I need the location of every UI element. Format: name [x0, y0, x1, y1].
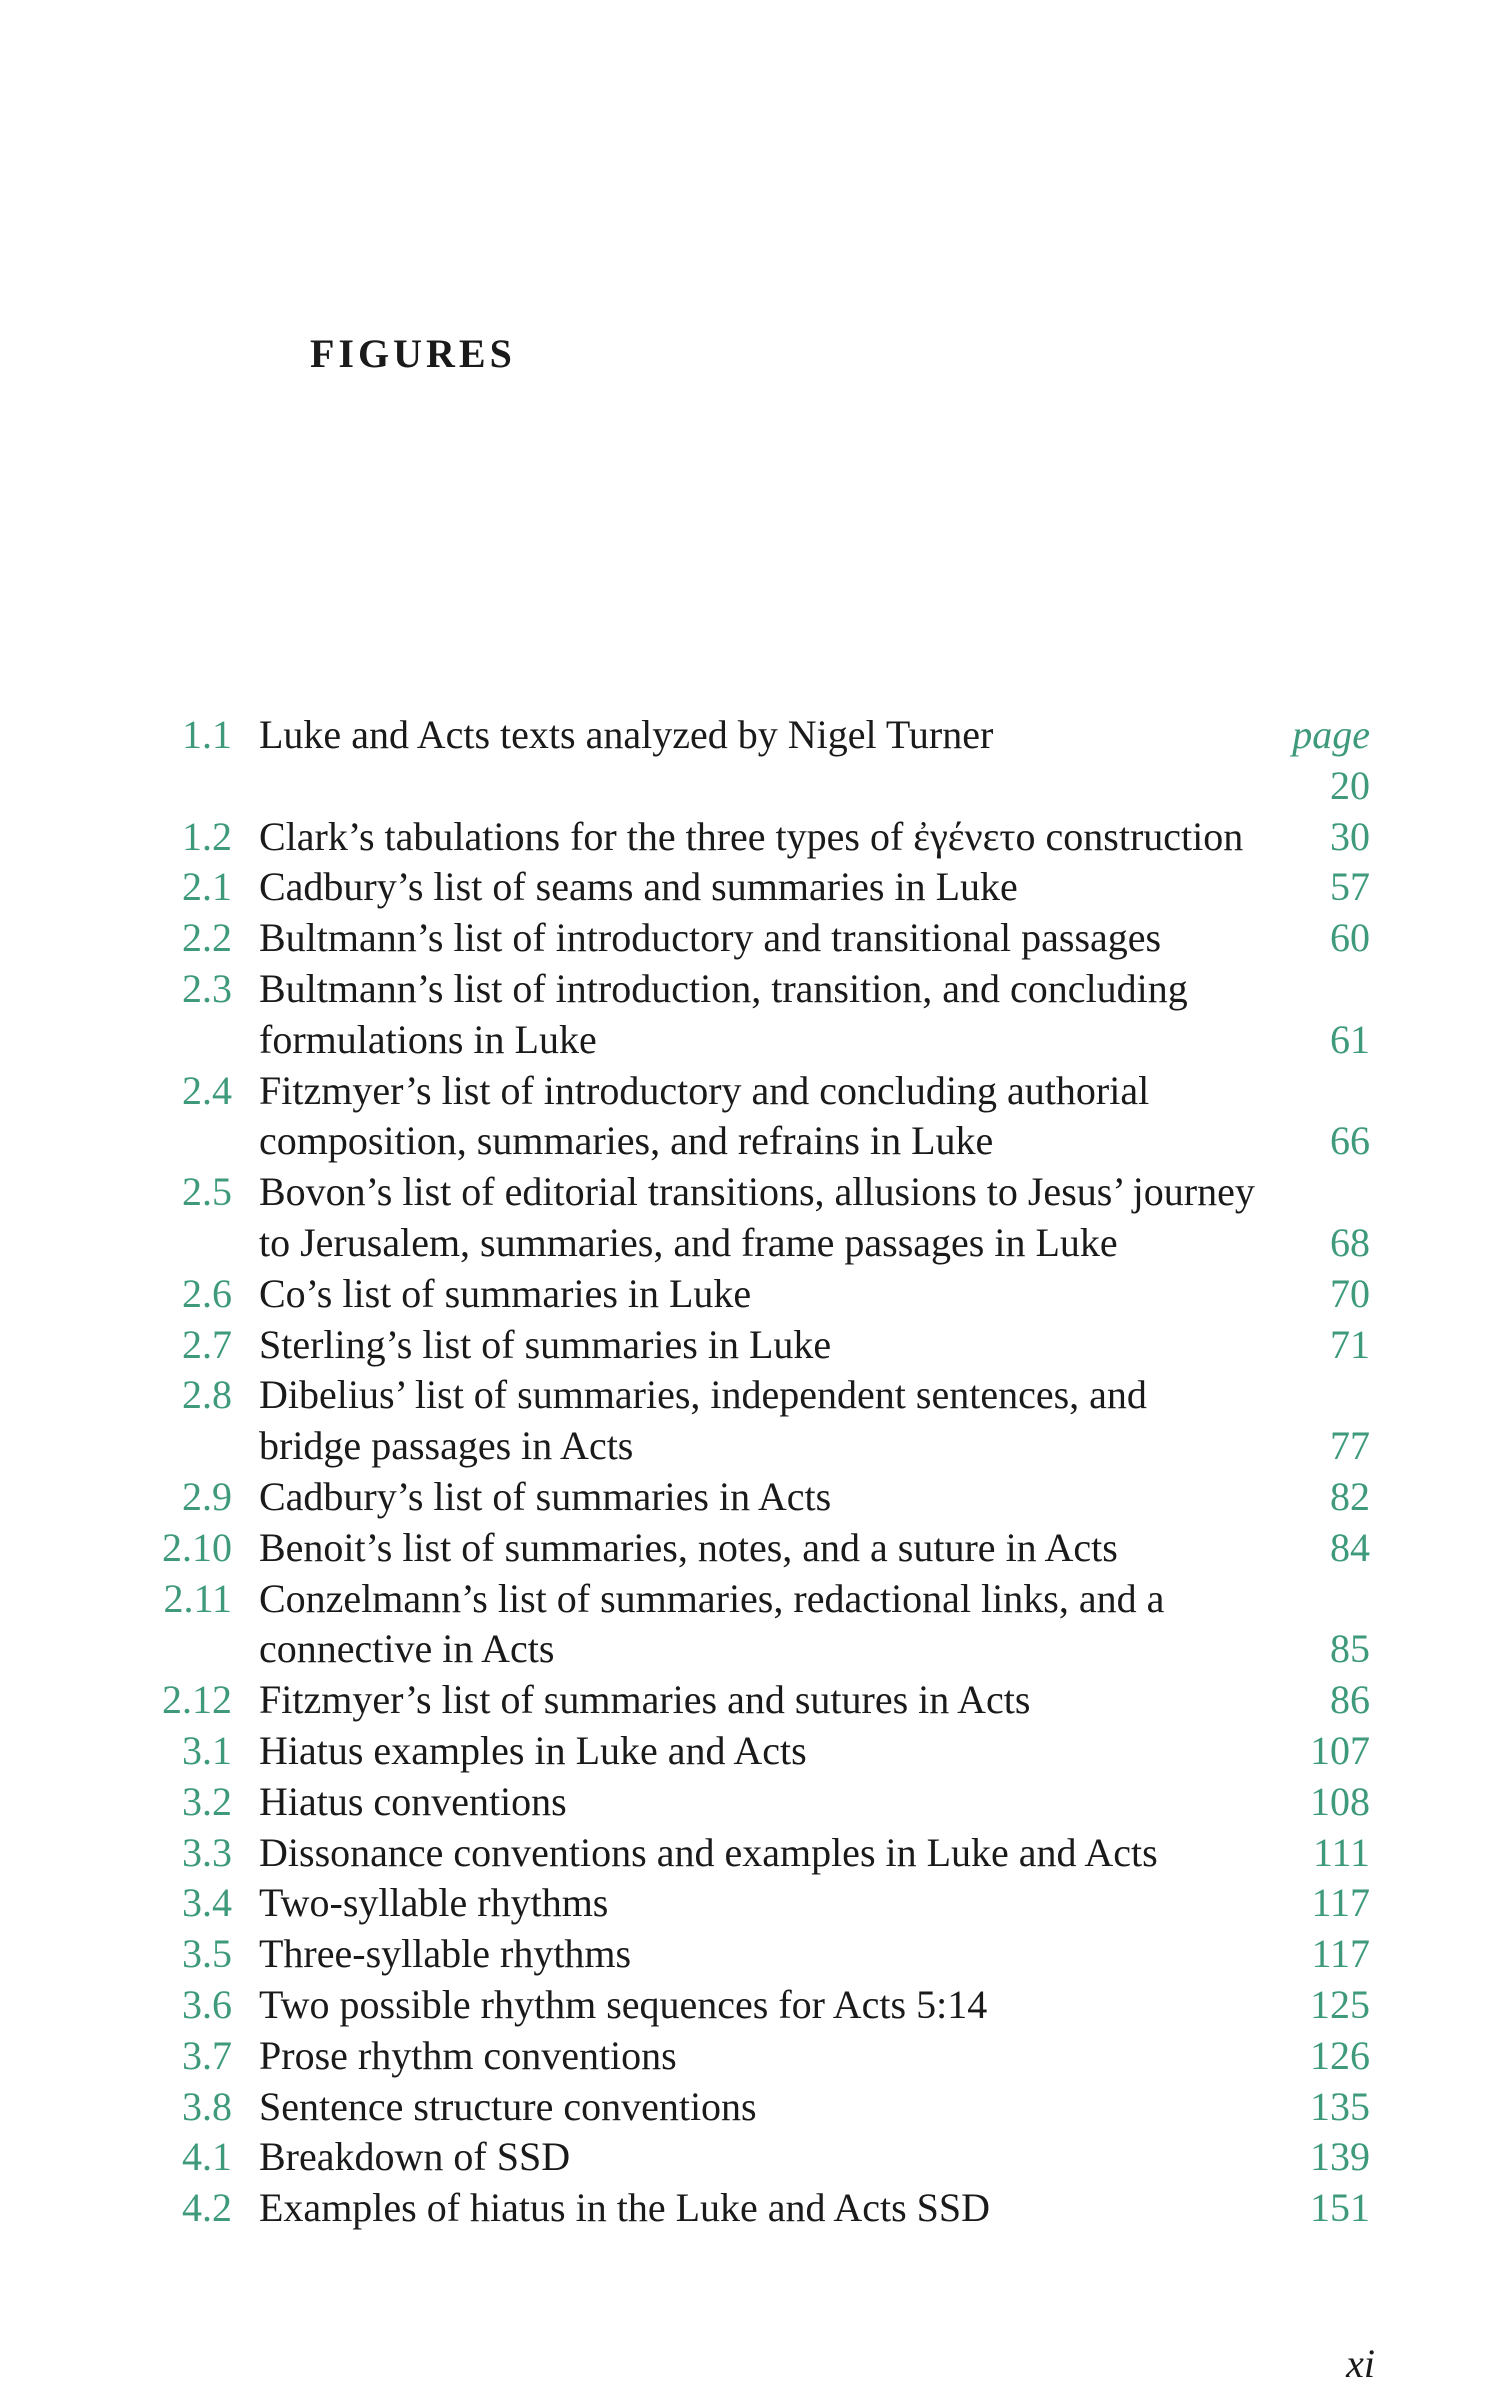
figure-title: Cadbury’s list of summaries in Acts [259, 1473, 832, 1519]
figure-title: Fitzmyer’s list of introductory and concluding authorial composition, summaries, and refrains in Luke [259, 1067, 1150, 1164]
figure-entry [150, 1523, 1370, 1574]
figure-title: Hiatus examples in Luke and Acts [259, 1727, 807, 1773]
figure-page-number: 126 [1310, 2032, 1370, 2078]
figure-entry [150, 812, 1370, 863]
figure-number: 2.3 [182, 965, 232, 1011]
figures-list [150, 710, 1370, 2234]
figure-page-number: 82 [1330, 1473, 1370, 1519]
figure-number: 2.2 [182, 915, 232, 961]
figure-title: Examples of hiatus in the Luke and Acts SSD [259, 2185, 991, 2231]
figure-title: Co’s list of summaries in Luke [259, 1270, 752, 1316]
figure-number: 3.3 [182, 1829, 232, 1875]
figure-entry [150, 1726, 1370, 1777]
figure-number: 3.1 [182, 1727, 232, 1773]
figure-page-number: 86 [1330, 1677, 1370, 1723]
figure-title: Two-syllable rhythms [259, 1880, 609, 1926]
figure-page-number: 84 [1330, 1524, 1370, 1570]
figure-title: Clark’s tabulations for the three types of ἐγένετο construction [259, 813, 1244, 859]
figure-page-number: 57 [1330, 864, 1370, 910]
figure-number: 3.8 [182, 2083, 232, 2129]
figure-title: Conzelmann’s list of summaries, redactional links, and a connective in Acts [259, 1575, 1165, 1672]
figure-entry [150, 1066, 1370, 1168]
figure-number: 2.8 [182, 1372, 232, 1418]
page-title: FIGURES [310, 331, 516, 376]
figure-entry [150, 913, 1370, 964]
figure-number: 2.12 [162, 1677, 232, 1723]
figure-number: 1.2 [182, 813, 232, 859]
page-number: xi [1346, 2341, 1375, 2386]
figure-title: Luke and Acts texts analyzed by Nigel Turner [259, 712, 994, 757]
figure-title: Prose rhythm conventions [259, 2032, 677, 2078]
figure-title: Dibelius’ list of summaries, independent sentences, and bridge passages in Acts [259, 1372, 1147, 1469]
figure-number: 2.1 [182, 864, 232, 910]
figure-entry [150, 2031, 1370, 2082]
figure-page-number: 66 [1330, 1118, 1370, 1164]
figure-number: 3.6 [182, 1981, 232, 2027]
figure-page-number: 139 [1310, 2134, 1370, 2180]
page-prefix: page [1292, 712, 1370, 757]
figure-title: Breakdown of SSD [259, 2134, 571, 2180]
figure-number: 2.11 [163, 1575, 232, 1621]
figure-page-number [1259, 710, 1370, 812]
figure-number: 4.2 [182, 2185, 232, 2231]
figure-entry [150, 1320, 1370, 1371]
figure-number: 2.5 [182, 1169, 232, 1215]
figure-number: 2.9 [182, 1473, 232, 1519]
figure-number: 3.2 [182, 1778, 232, 1824]
figure-title: Bultmann’s list of introduction, transition, and concluding formulations in Luke [259, 965, 1188, 1062]
figure-page-number: 70 [1330, 1270, 1370, 1316]
figure-title: Benoit’s list of summaries, notes, and a suture in Acts [259, 1524, 1118, 1570]
figure-page-number: 117 [1311, 1880, 1370, 1926]
figure-entry [150, 2132, 1370, 2183]
figure-number: 3.5 [182, 1931, 232, 1977]
figure-number: 2.6 [182, 1270, 232, 1316]
figure-entry [150, 964, 1370, 1066]
figure-entry [150, 1167, 1370, 1269]
figure-entry [150, 1878, 1370, 1929]
figure-title: Two possible rhythm sequences for Acts 5:14 [259, 1981, 988, 2027]
figure-entry [150, 862, 1370, 913]
figure-title: Three-syllable rhythms [259, 1931, 632, 1977]
figure-number: 4.1 [182, 2134, 232, 2180]
figure-number: 3.4 [182, 1880, 232, 1926]
figure-number: 2.7 [182, 1321, 232, 1367]
figure-title: Fitzmyer’s list of summaries and sutures in Acts [259, 1677, 1031, 1723]
figure-number: 1.1 [182, 712, 232, 757]
figure-page-number: 117 [1311, 1931, 1370, 1977]
figure-title: Sentence structure conventions [259, 2083, 757, 2129]
figure-page-number: 85 [1330, 1626, 1370, 1672]
figure-title: Sterling’s list of summaries in Luke [259, 1321, 832, 1367]
figure-page-number: 125 [1310, 1981, 1370, 2027]
figure-page-number: 61 [1330, 1016, 1370, 1062]
figure-title: Cadbury’s list of seams and summaries in Luke [259, 864, 1018, 910]
figure-entry [150, 1828, 1370, 1879]
figure-entry [150, 1980, 1370, 2031]
figure-number: 3.7 [182, 2032, 232, 2078]
figure-page-number: 108 [1310, 1778, 1370, 1824]
figure-page-number: 30 [1330, 813, 1370, 859]
figure-entry [150, 1269, 1370, 1320]
figure-entry [150, 1472, 1370, 1523]
figure-title: Bovon’s list of editorial transitions, allusions to Jesus’ journey to Jerusalem, summaries, and frame passages in Luke [259, 1169, 1255, 1265]
figure-number: 2.4 [182, 1067, 232, 1113]
figure-page-number: 71 [1330, 1321, 1370, 1367]
figure-page-number: 107 [1310, 1727, 1370, 1773]
figure-page-number: 111 [1312, 1829, 1370, 1875]
figure-page-number: 151 [1310, 2185, 1370, 2231]
figure-entry [150, 2082, 1370, 2133]
figure-entry [150, 2183, 1370, 2234]
figure-entry [150, 710, 1370, 812]
figure-page-number: 135 [1310, 2083, 1370, 2129]
figure-page-value: 20 [1330, 762, 1370, 808]
figure-entry [150, 1675, 1370, 1726]
figure-title: Hiatus conventions [259, 1778, 567, 1824]
figure-page-number: 60 [1330, 915, 1370, 961]
figure-entry [150, 1574, 1370, 1676]
figure-entry [150, 1777, 1370, 1828]
figure-number: 2.10 [162, 1524, 232, 1570]
figure-page-number: 68 [1330, 1219, 1370, 1265]
figure-entry [150, 1929, 1370, 1980]
figure-title: Bultmann’s list of introductory and transitional passages [259, 915, 1162, 961]
figure-entry [150, 1370, 1370, 1472]
figure-title: Dissonance conventions and examples in Luke and Acts [259, 1829, 1158, 1875]
figure-page-number: 77 [1330, 1423, 1370, 1469]
